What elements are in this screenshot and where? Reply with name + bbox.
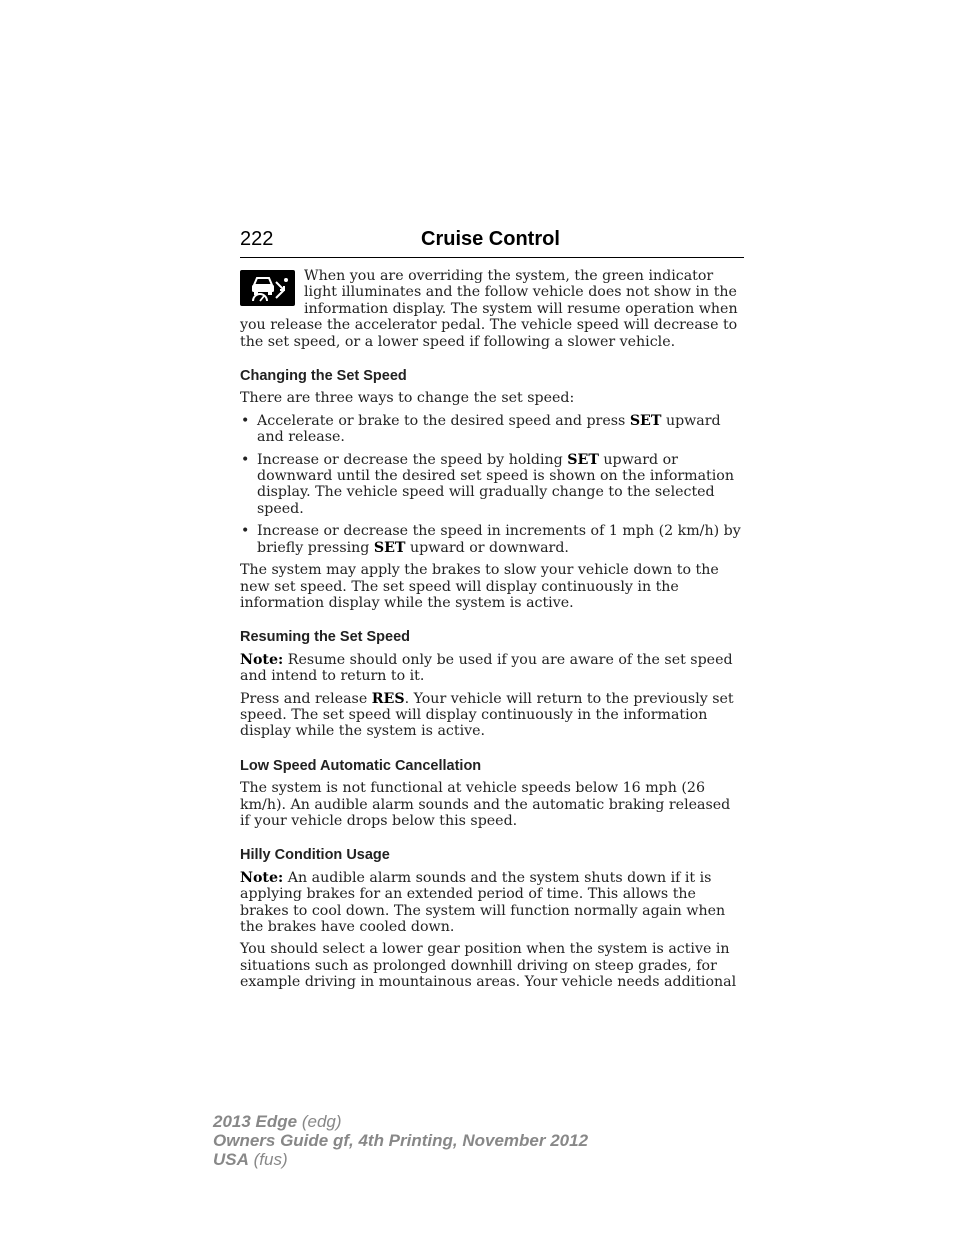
footer-line-region [213, 1150, 588, 1169]
footer-model-code: (edg) [297, 1112, 342, 1131]
bullet-text: upward or downward until the desired set speed is shown on the information display. The vehicle speed will gradually change to the selected speed. [257, 451, 734, 517]
bullet-keyword: SET [629, 412, 662, 429]
intro-block [240, 268, 744, 350]
note-text: Resume should only be used if you are aware of the set speed and intend to return to it. [240, 651, 733, 685]
footer-model: 2013 Edge [213, 1112, 298, 1131]
changing-closing: The system may apply the brakes to slow your vehicle down to the new set speed. The set speed will display continuously in the information display while the system is active. [240, 562, 719, 611]
instruction-text: . Your vehicle will return to the previously set speed. The set speed will display continuously in the information display while the system is active. [240, 690, 734, 740]
list-item [240, 523, 744, 556]
section-low-speed-cancellation [240, 758, 744, 830]
bullet-keyword: SET [567, 451, 599, 468]
page-content [240, 268, 744, 991]
bullet-text: upward or downward. [405, 539, 569, 556]
page-footer [213, 1112, 588, 1169]
instruction-text: Press and release [240, 690, 372, 707]
section-changing-set-speed [240, 368, 744, 611]
section-hilly-condition [240, 847, 744, 990]
bullet-text: Increase or decrease the speed in increments of 1 mph (2 km/h) by briefly pressing [257, 523, 741, 556]
heading-low-speed-cancellation: Low Speed Automatic Cancellation [240, 757, 482, 774]
page-number: 222 [240, 228, 274, 250]
heading-changing-set-speed: Changing the Set Speed [240, 368, 407, 385]
manual-page [240, 228, 744, 1009]
list-item [240, 413, 744, 446]
bullet-text: Increase or decrease the speed by holding [257, 451, 568, 468]
footer-line-printing: Owners Guide gf, 4th Printing, November 2012 [213, 1131, 589, 1150]
resuming-instruction [240, 691, 744, 740]
note-label: Note: [240, 651, 284, 668]
heading-resuming-set-speed: Resuming the Set Speed [240, 629, 411, 646]
intro-text: When you are overriding the system, the green indicator light illuminates and the follow vehicle does not show in the information display. The system will resume operation when you release the accelerator pedal. The vehicle speed will decrease to the set speed, or a lower speed if following a slower vehicle. [240, 268, 738, 350]
low-speed-text: The system is not functional at vehicle speeds below 16 mph (26 km/h). An audible alarm sounds and the automatic braking released if your vehicle drops below this speed. [240, 780, 731, 829]
changing-bullet-list [240, 413, 744, 556]
list-item [240, 452, 744, 518]
instruction-keyword: RES [371, 690, 405, 707]
heading-hilly-condition: Hilly Condition Usage [240, 847, 390, 864]
note-label: Note: [240, 869, 284, 886]
bullet-keyword: SET [373, 539, 406, 556]
hilly-text: You should select a lower gear position when the system is active in situations such as prolonged downhill driving on steep grades, for example driving in mountainous areas. Your vehicle needs additional [240, 941, 737, 991]
footer-region-code: (fus) [248, 1150, 288, 1169]
section-resuming-set-speed [240, 629, 744, 739]
page-header [240, 228, 744, 258]
resuming-note [240, 652, 744, 685]
footer-line-model [213, 1112, 588, 1131]
section-title: Cruise Control [421, 228, 560, 250]
note-text: An audible alarm sounds and the system shuts down if it is applying brakes for an extended period of time. This allows the brakes to cool down. The system will function normally again when the brakes have cooled down. [240, 869, 726, 935]
adaptive-cruise-indicator-icon [240, 270, 295, 306]
bullet-text: upward and release. [257, 412, 721, 446]
hilly-note [240, 870, 744, 936]
changing-lead: There are three ways to change the set speed: [240, 390, 575, 407]
bullet-text: Accelerate or brake to the desired speed and press [257, 412, 630, 429]
footer-region: USA [213, 1150, 249, 1169]
